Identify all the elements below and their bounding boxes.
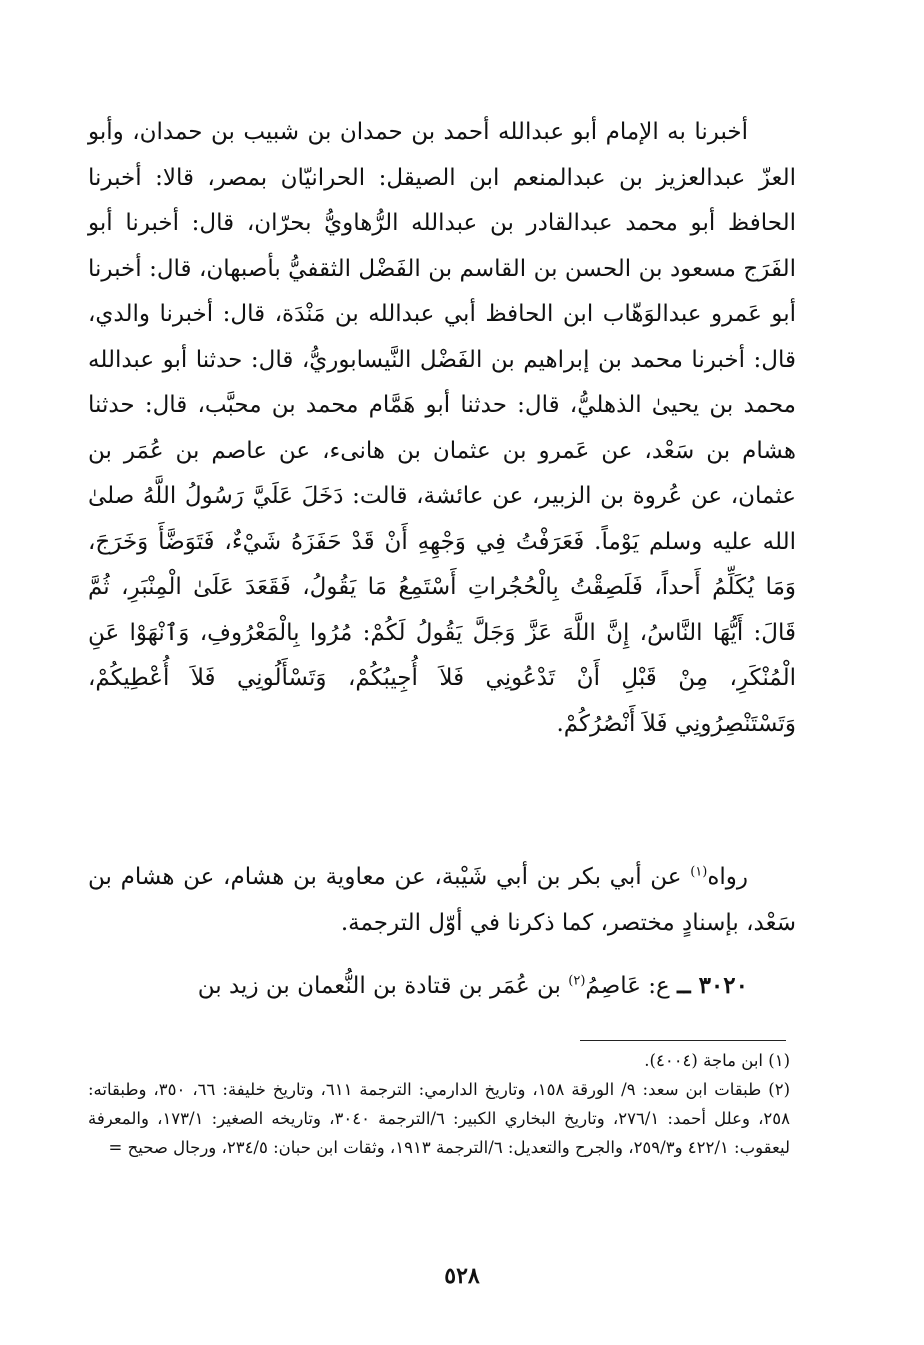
biography-entry: [88, 963, 796, 1009]
riwaya-text: عن أبي بكر بن أبي شَيْبة، عن معاوية بن هشام، عن هشام بن سَعْد، بإسنادٍ مختصر، كما ذكرنا في أوّل الترجمة.: [88, 864, 796, 936]
entry-number: ٣٠٢٠ ــ: [677, 972, 748, 999]
footnote-ref-1: (١): [690, 864, 708, 880]
footnote-1: (١) ابن ماجة (٤٠٠٤).: [644, 1051, 790, 1070]
hadith-paragraph: أخبرنا به الإمام أبو عبدالله أحمد بن حمدان بن شبيب بن حمدان، وأبو العزّ عبدالعزيز بن عبدالمنعم ابن الصيقل: الحرانيّان بمصر، قالا: أخبرنا الحافظ أبو محمد عبدالقادر بن عبدالله الرُّهاويُّ بحرّان، قال: أخبرنا أبو الفَرَج مسعود بن الحسن بن القاسم بن الفَضْل الثقفيُّ بأصبهان، قال: أخبرنا أبو عَمرو عبدالوَهّاب ابن الحافظ أبي عبدالله بن مَنْدَة، قال: أخبرنا والدي، قال: أخبرنا محمد بن إبراهيم بن الفَضْل النَّيسابوريُّ، قال: حدثنا أبو عبدالله محمد بن يحيىٰ الذهليُّ، قال: حدثنا أبو هَمَّام محمد بن محبَّب، قال: حدثنا هشام بن سَعْد، عن عَمرو بن عثمان بن هانىء، عن عاصم بن عُمَر بن عثمان، عن عُروة بن الزبير، عن عائشة، قالت: دَخَلَ عَلَيَّ رَسُولُ اللَّهُ صلىٰ الله عليه وسلم يَوْماً. فَعَرَفْتُ فِي وَجْهِهِ أَنْ قَدْ حَفَزَهُ شَيْءٌ، فَتَوَضَّأَ وَخَرَجَ، وَمَا يُكَلِّمُ أَحداً، فَلَصِقْتُ بِالْحُجُراتِ أَسْتَمِعُ مَا يَقُولُ، فَقَعَدَ عَلَىٰ الْمِنْبَرِ، ثُمَّ قَالَ: أَيُّهَا النَّاسُ، إِنَّ اللَّهَ عَزَّ وَجَلَّ يَقُولُ لَكُمْ: مُرُوا بِالْمَعْرُوفِ، وَٱنْهَوْا عَنِ الْمُنْكَرِ، مِنْ قَبْلِ أَنْ تَدْعُونِي فَلاَ أُجِيبُكُمْ، وَتَسْأَلُونِي فَلاَ أُعْطِيكُمْ، وَتَسْتَنْصِرُونِي فَلاَ أَنْصُرُكُمْ.: [88, 119, 796, 737]
footnote-ref-2: (٢): [568, 973, 586, 989]
entry-name: عَاصِمُ: [585, 973, 641, 999]
page-number: ٥٢٨: [444, 1263, 480, 1289]
riwaya-lead: رواه: [707, 864, 748, 890]
entry-lineage: بن عُمَر بن قتادة بن النُّعمان بن زيد بن: [197, 973, 569, 999]
footnote-separator: [580, 1040, 786, 1041]
footnotes: [88, 1046, 790, 1162]
riwaya-paragraph: [88, 854, 796, 946]
footnote-2: (٢) طبقات ابن سعد: ٩/ الورقة ١٥٨، وتاريخ الدارمي: الترجمة ٦١١، وتاريخ خليفة: ٦٦، ٣٥٠، وطبقاته: ٢٥٨، وعلل أحمد: ٢٧٦/١، وتاريخ البخاري الكبير: ٦/الترجمة ٣٠٤٠، وتاريخه الصغير: ١٧٣/١، والمعرفة ليعقوب: ٤٢٢/١ و٢٥٩/٣، والجرح والتعديل: ٦/الترجمة ١٩١٣، وثقات ابن حبان: ٢٣٤/٥، ورجال صحيح =: [88, 1080, 791, 1157]
entry-code: ع:: [640, 973, 678, 999]
